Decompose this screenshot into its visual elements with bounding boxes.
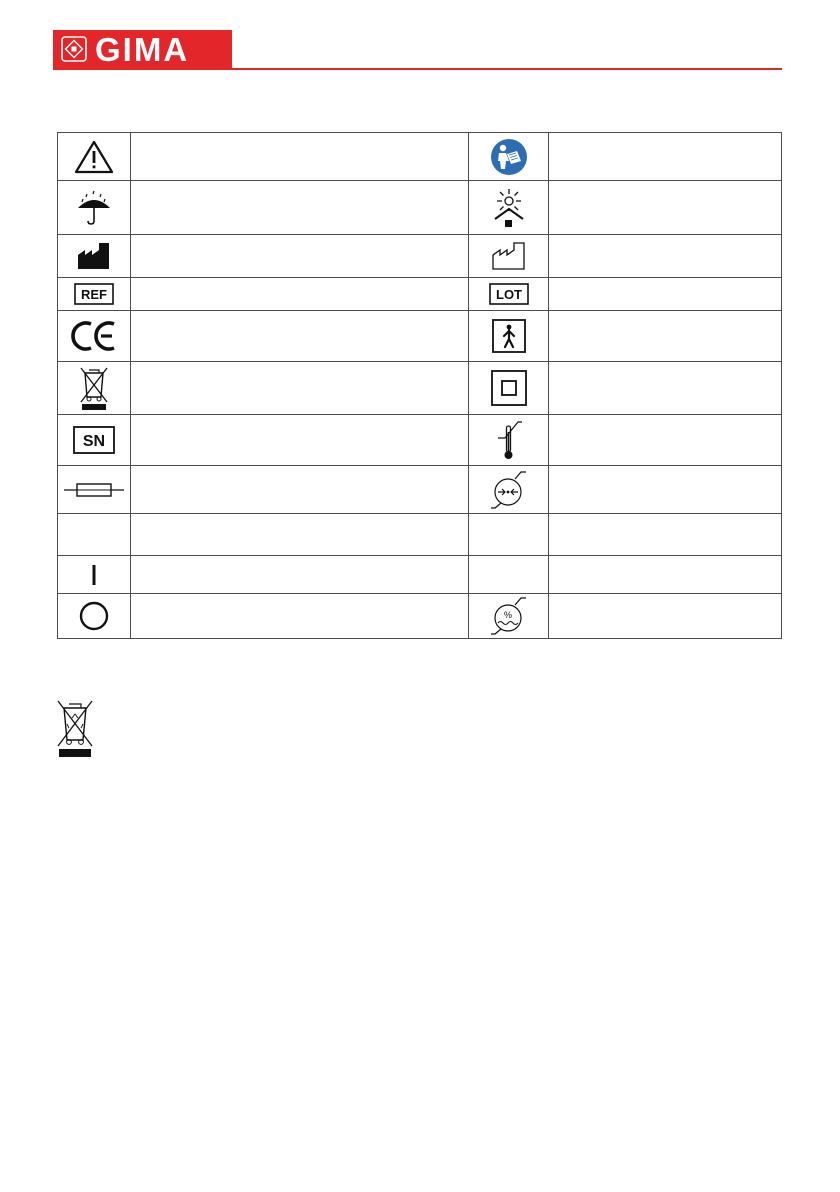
symbol-cell <box>58 415 131 466</box>
temperature-limit-icon <box>494 418 524 462</box>
symbol-cell <box>469 466 549 514</box>
manufacturer-icon <box>76 241 112 271</box>
description-cell <box>131 235 469 278</box>
table-row <box>58 181 782 235</box>
brand-logo <box>53 30 232 68</box>
consult-instructions-icon <box>490 138 528 176</box>
sn-symbol-text: SN <box>82 433 106 450</box>
caution-warning-icon <box>74 140 114 174</box>
table-row <box>58 594 782 639</box>
serial-number-icon <box>73 426 115 454</box>
symbol-cell <box>469 415 549 466</box>
brand-name: GIMA <box>95 31 190 68</box>
weee-disposal-icon <box>78 365 110 411</box>
gima-emblem-icon <box>61 36 87 62</box>
symbol-cell <box>58 362 131 415</box>
table-row <box>58 311 782 362</box>
symbol-cell <box>58 514 131 556</box>
description-cell <box>131 556 469 594</box>
description-cell <box>131 594 469 639</box>
lot-symbol-text: LOT <box>495 287 522 302</box>
table-row <box>58 235 782 278</box>
symbol-cell <box>469 133 549 181</box>
symbol-cell <box>469 556 549 594</box>
symbol-cell <box>469 235 549 278</box>
symbol-cell <box>58 278 131 311</box>
symbol-cell <box>469 362 549 415</box>
symbol-cell <box>58 466 131 514</box>
power-off-icon <box>78 600 110 632</box>
table-row <box>58 133 782 181</box>
description-cell <box>131 415 469 466</box>
symbols-table <box>57 132 782 639</box>
humidity-limit-icon <box>489 596 529 636</box>
symbol-cell <box>469 181 549 235</box>
description-cell <box>549 133 782 181</box>
ce-mark-icon <box>71 320 117 352</box>
keep-away-from-sunlight-icon <box>489 187 529 229</box>
symbol-cell <box>469 311 549 362</box>
table-row <box>58 362 782 415</box>
symbol-cell <box>469 514 549 556</box>
description-cell <box>549 278 782 311</box>
symbol-cell <box>58 181 131 235</box>
description-cell <box>131 181 469 235</box>
description-cell <box>131 466 469 514</box>
keep-dry-icon <box>74 188 114 228</box>
description-cell <box>131 514 469 556</box>
date-of-manufacture-icon <box>491 241 527 271</box>
symbol-cell <box>469 278 549 311</box>
description-cell <box>549 514 782 556</box>
symbol-cell <box>58 133 131 181</box>
type-bf-applied-part-icon <box>492 319 526 353</box>
description-cell <box>131 311 469 362</box>
table-row <box>58 415 782 466</box>
atmospheric-pressure-limit-icon <box>489 470 529 510</box>
description-cell <box>549 362 782 415</box>
symbol-cell <box>58 311 131 362</box>
description-cell <box>131 133 469 181</box>
symbol-cell <box>469 594 549 639</box>
table-row <box>58 278 782 311</box>
header-divider <box>53 68 782 70</box>
description-cell <box>549 556 782 594</box>
svg-text:%: % <box>503 610 512 620</box>
description-cell <box>549 235 782 278</box>
fuse-icon <box>62 481 126 499</box>
ref-symbol-text: REF <box>81 287 107 302</box>
table-row <box>58 514 782 556</box>
symbol-cell <box>58 235 131 278</box>
symbol-cell <box>58 594 131 639</box>
description-cell <box>549 311 782 362</box>
class-ii-equipment-icon <box>490 369 528 407</box>
description-cell <box>549 594 782 639</box>
lot-batch-code-icon <box>489 283 529 305</box>
description-cell <box>549 415 782 466</box>
ref-catalogue-number-icon <box>74 283 114 305</box>
description-cell <box>549 466 782 514</box>
weee-disposal-icon <box>55 698 95 758</box>
description-cell <box>131 278 469 311</box>
table-row <box>58 556 782 594</box>
description-cell <box>131 362 469 415</box>
description-cell <box>549 181 782 235</box>
power-on-icon <box>89 564 99 586</box>
symbol-cell <box>58 556 131 594</box>
table-row <box>58 466 782 514</box>
